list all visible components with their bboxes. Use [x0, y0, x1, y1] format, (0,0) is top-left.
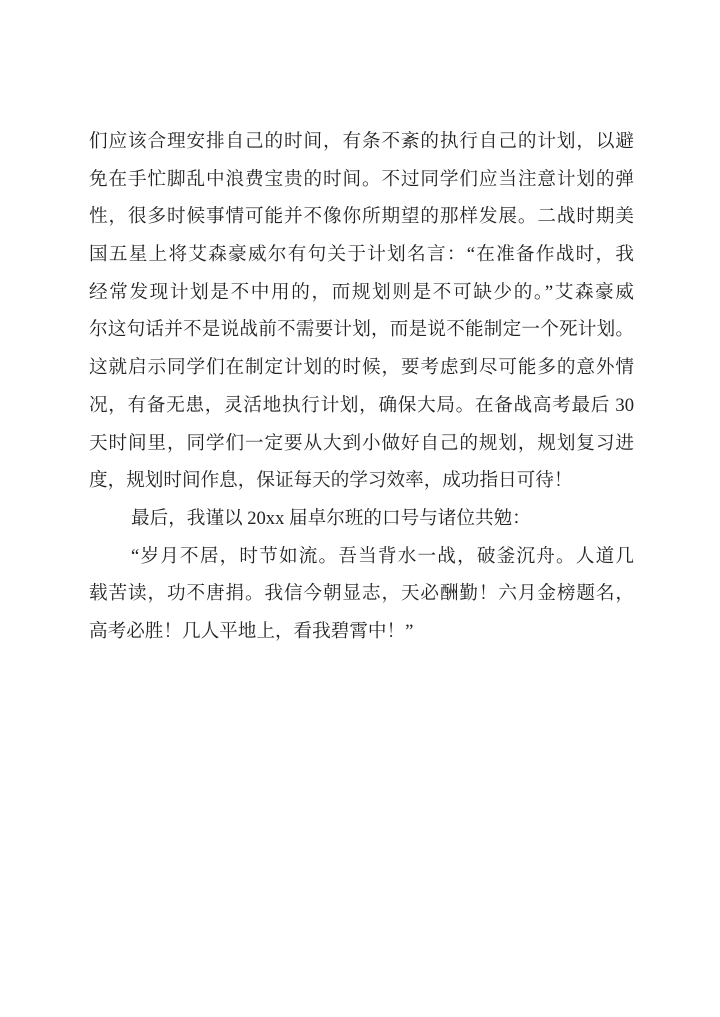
text-line: 高考必胜！几人平地上，看我碧霄中！” — [89, 620, 414, 642]
body-text — [89, 123, 634, 651]
text-line: 这就启示同学们在制定计划的时候，要考虑到尽可能多的意外情 — [89, 357, 634, 379]
text-line: 免在手忙脚乱中浪费宝贵的时间。不过同学们应当注意计划的弹 — [89, 168, 634, 190]
text-line: 最后，我谨以 20xx 届卓尔班的口号与诸位共勉： — [131, 507, 531, 529]
text-line: 况，有备无患，灵活地执行计划，确保大局。在备战高考最后 30 — [89, 394, 634, 416]
text-line: 性，很多时候事情可能并不像你所期望的那样发展。二战时期美 — [89, 206, 634, 228]
text-line: 载苦读，功不唐捐。我信今朝显志，天必酬勤！六月金榜题名， — [89, 583, 634, 605]
text-line: 天时间里，同学们一定要从大到小做好自己的规划，规划复习进 — [89, 432, 634, 454]
text-line: “岁月不居，时节如流。吾当背水一战，破釜沉舟。人道几 — [131, 545, 634, 567]
text-line: 度，规划时间作息，保证每天的学习效率，成功指日可待！ — [89, 470, 573, 492]
text-line: 尔这句话并不是说战前不需要计划，而是说不能制定一个死计划。 — [89, 319, 634, 341]
text-line: 国五星上将艾森豪威尔有句关于计划名言：“在准备作战时，我 — [89, 244, 634, 266]
text-line: 们应该合理安排自己的时间，有条不紊的执行自己的计划，以避 — [89, 131, 634, 152]
text-line: 经常发现计划是不中用的，而规划则是不可缺少的。”艾森豪威 — [89, 281, 634, 303]
